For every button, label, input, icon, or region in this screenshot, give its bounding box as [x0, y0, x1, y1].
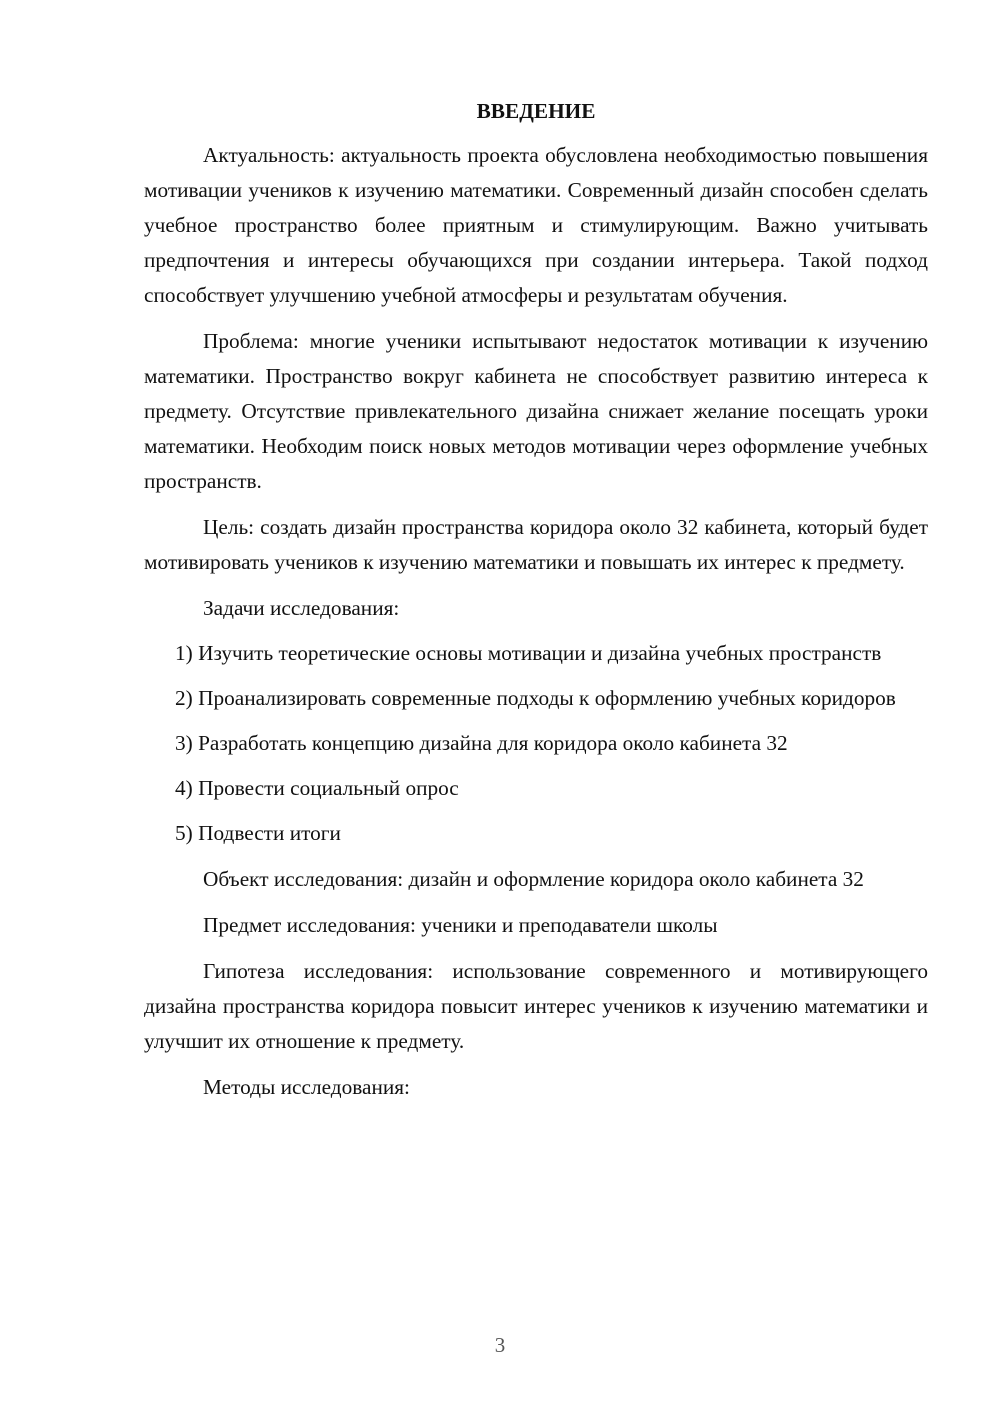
object-paragraph: Объект исследования: дизайн и оформление коридора около кабинета 32 — [203, 867, 864, 891]
relevance-paragraph: Актуальность: актуальность проекта обусловлена необходимостью повышения мотивации учеников к изучению математики. Современный дизайн способен сделать учебное пространство более приятным и стимулирующим. Важно учитывать предпочтения и интересы обучающихся при создании интерьера. Такой подход способствует улучшению учебной атмосферы и результатам обучения. — [144, 143, 928, 307]
page-number: 3 — [494, 1333, 506, 1357]
task-item-2: 2) Проанализировать современные подходы к оформлению учебных коридоров — [175, 686, 896, 710]
problem-paragraph: Проблема: многие ученики испытывают недостаток мотивации к изучению математики. Пространство вокруг кабинета не способствует развитию интереса к предмету. Отсутствие привлекательного дизайна снижает желание посещать уроки математики. Необходим поиск новых методов мотивации через оформление учебных пространств. — [144, 329, 928, 493]
task-item-3: 3) Разработать концепцию дизайна для коридора около кабинета 32 — [175, 731, 788, 755]
task-item-4: 4) Провести социальный опрос — [175, 776, 459, 800]
hypothesis-paragraph: Гипотеза исследования: использование современного и мотивирующего дизайна пространства коридора повысит интерес учеников к изучению математики и улучшит их отношение к предмету. — [144, 959, 928, 1053]
methods-heading: Методы исследования: — [203, 1075, 410, 1099]
document-page — [144, 95, 928, 1105]
tasks-heading: Задачи исследования: — [203, 596, 400, 620]
subject-paragraph: Предмет исследования: ученики и преподаватели школы — [203, 913, 718, 937]
section-title: ВВЕДЕНИЕ — [476, 99, 596, 123]
goal-paragraph: Цель: создать дизайн пространства коридора около 32 кабинета, который будет мотивировать учеников к изучению математики и повышать их интерес к предмету. — [144, 515, 928, 574]
task-item-5: 5) Подвести итоги — [175, 821, 341, 845]
task-item-1: 1) Изучить теоретические основы мотивации и дизайна учебных пространств — [175, 641, 882, 665]
